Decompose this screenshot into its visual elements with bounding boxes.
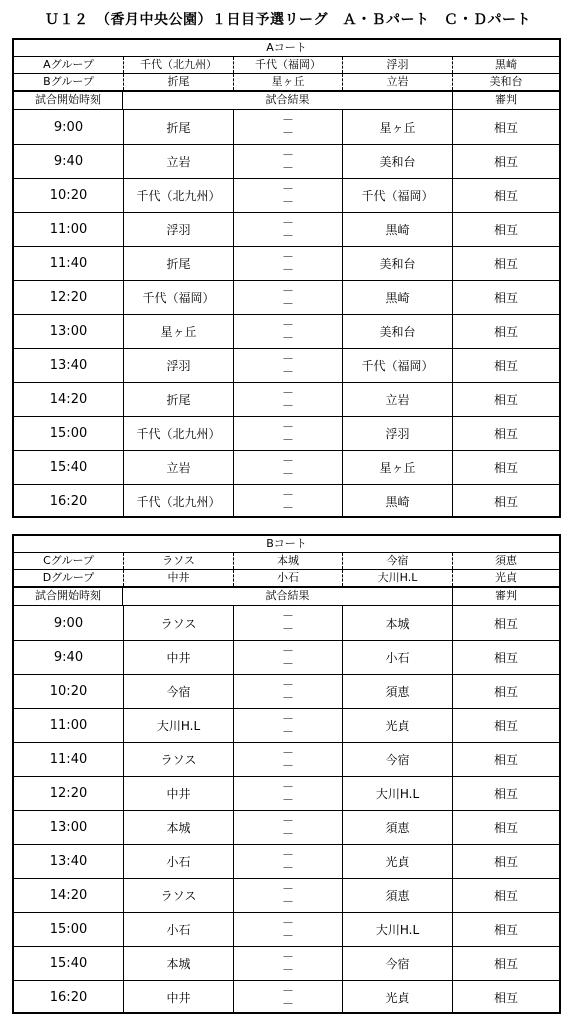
group-team: 星ヶ丘 xyxy=(233,74,342,90)
score-separator: － xyxy=(281,724,294,739)
match-time: 13:00 xyxy=(49,324,88,339)
group-team: 大川H.L xyxy=(342,570,452,586)
score-cell xyxy=(233,777,342,810)
score-separator: － xyxy=(281,113,294,127)
score-separator: － xyxy=(281,487,294,502)
referee: 相互 xyxy=(452,675,559,708)
group-team: 本城 xyxy=(233,553,342,569)
score-cell xyxy=(233,417,342,450)
referee: 相互 xyxy=(452,743,559,776)
away-team: 大川H.L xyxy=(342,777,452,810)
score-separator: － xyxy=(281,317,294,332)
match-list xyxy=(14,606,559,1014)
home-team: 浮羽 xyxy=(123,213,233,246)
away-team: 千代（福岡） xyxy=(342,179,452,212)
header-referee: 審判 xyxy=(452,588,559,605)
match-row xyxy=(14,348,559,382)
score-separator: － xyxy=(281,894,294,909)
away-team: 星ヶ丘 xyxy=(342,451,452,484)
score-separator: － xyxy=(281,792,294,807)
referee: 相互 xyxy=(452,213,559,246)
score-separator: － xyxy=(281,453,294,468)
away-team: 今宿 xyxy=(342,743,452,776)
group-team: ラソス xyxy=(123,553,233,569)
score-separator: － xyxy=(281,915,294,930)
score-separator: － xyxy=(281,881,294,896)
score-cell xyxy=(233,349,342,382)
away-team: 大川H.L xyxy=(342,913,452,946)
score-separator: － xyxy=(281,656,294,671)
home-team: 大川H.L xyxy=(123,709,233,742)
score-separator: － xyxy=(281,643,294,658)
page-title: Ｕ１２ （香月中央公園）１日目予選リーグ Ａ・Ｂパート Ｃ・Ｄパート xyxy=(45,12,531,28)
match-row xyxy=(14,280,559,314)
score-separator: － xyxy=(281,283,294,298)
score-cell xyxy=(233,179,342,212)
match-time: 9:00 xyxy=(53,615,84,631)
away-team: 黒崎 xyxy=(342,213,452,246)
home-team: 小石 xyxy=(123,913,233,946)
group-team: 千代（福岡） xyxy=(233,57,342,73)
referee: 相互 xyxy=(452,777,559,810)
away-team: 黒崎 xyxy=(342,281,452,314)
group-team: 立岩 xyxy=(342,74,452,90)
match-row xyxy=(14,144,559,178)
home-team: 星ヶ丘 xyxy=(123,315,233,348)
match-time: 11:40 xyxy=(49,752,88,767)
group-team: 今宿 xyxy=(342,553,452,569)
referee: 相互 xyxy=(452,811,559,844)
home-team: 折尾 xyxy=(123,110,233,144)
match-row xyxy=(14,110,559,144)
score-separator: － xyxy=(281,745,294,760)
score-separator: － xyxy=(281,249,294,264)
group-label: Bグループ xyxy=(43,75,94,88)
match-time: 16:20 xyxy=(49,990,88,1005)
score-separator: － xyxy=(281,779,294,794)
match-row xyxy=(14,640,559,674)
referee: 相互 xyxy=(452,981,559,1014)
match-time: 15:00 xyxy=(49,426,88,441)
score-cell xyxy=(233,145,342,178)
home-team: 千代（北九州） xyxy=(123,417,233,450)
referee: 相互 xyxy=(452,485,559,518)
match-row xyxy=(14,878,559,912)
score-separator: － xyxy=(281,826,294,841)
score-separator: － xyxy=(281,813,294,828)
match-row xyxy=(14,674,559,708)
column-header-row xyxy=(14,587,559,606)
score-separator: － xyxy=(281,500,294,515)
match-time: 10:20 xyxy=(49,188,88,203)
match-row xyxy=(14,416,559,450)
away-team: 今宿 xyxy=(342,947,452,980)
home-team: 折尾 xyxy=(123,247,233,280)
header-time: 試合開始時刻 xyxy=(14,588,123,605)
match-time: 13:40 xyxy=(49,854,88,869)
score-cell xyxy=(233,281,342,314)
away-team: 立岩 xyxy=(342,383,452,416)
score-separator: － xyxy=(281,622,294,636)
score-cell xyxy=(233,913,342,946)
away-team: 小石 xyxy=(342,641,452,674)
score-separator: － xyxy=(281,364,294,379)
score-cell xyxy=(233,383,342,416)
match-time: 9:00 xyxy=(53,119,84,135)
score-separator: － xyxy=(281,419,294,434)
group-team: 小石 xyxy=(233,570,342,586)
score-cell xyxy=(233,675,342,708)
group-row xyxy=(14,74,559,91)
away-team: 須恵 xyxy=(342,879,452,912)
home-team: 小石 xyxy=(123,845,233,878)
match-row xyxy=(14,912,559,946)
away-team: 光貞 xyxy=(342,981,452,1014)
home-team: 立岩 xyxy=(123,145,233,178)
referee: 相互 xyxy=(452,913,559,946)
away-team: 須恵 xyxy=(342,675,452,708)
score-separator: － xyxy=(281,758,294,773)
home-team: 今宿 xyxy=(123,675,233,708)
score-separator: － xyxy=(281,928,294,943)
match-time: 10:20 xyxy=(49,684,88,699)
score-cell xyxy=(233,451,342,484)
away-team: 須恵 xyxy=(342,811,452,844)
away-team: 美和台 xyxy=(342,315,452,348)
home-team: 千代（福岡） xyxy=(123,281,233,314)
match-time: 13:40 xyxy=(49,358,88,373)
score-separator: － xyxy=(281,711,294,726)
header-time: 試合開始時刻 xyxy=(14,92,123,109)
group-label: Dグループ xyxy=(42,571,95,584)
score-cell xyxy=(233,606,342,640)
referee: 相互 xyxy=(452,606,559,640)
match-time: 11:00 xyxy=(49,222,88,237)
group-row xyxy=(14,57,559,74)
score-separator: － xyxy=(281,330,294,345)
home-team: ラソス xyxy=(123,879,233,912)
match-row xyxy=(14,810,559,844)
home-team: 千代（北九州） xyxy=(123,179,233,212)
match-time: 11:00 xyxy=(49,718,88,733)
score-separator: － xyxy=(281,677,294,692)
score-separator: － xyxy=(281,432,294,447)
score-cell xyxy=(233,845,342,878)
score-separator: － xyxy=(281,962,294,977)
away-team: 黒崎 xyxy=(342,485,452,518)
score-separator: － xyxy=(281,860,294,875)
home-team: 中井 xyxy=(123,641,233,674)
match-time: 15:40 xyxy=(49,956,88,971)
score-cell xyxy=(233,110,342,144)
court-a-schedule xyxy=(12,38,561,518)
match-row xyxy=(14,708,559,742)
referee: 相互 xyxy=(452,145,559,178)
referee: 相互 xyxy=(452,879,559,912)
score-separator: － xyxy=(281,181,294,196)
score-separator: － xyxy=(281,690,294,705)
match-time: 9:40 xyxy=(53,154,84,169)
group-team: 中井 xyxy=(123,570,233,586)
match-row xyxy=(14,606,559,640)
referee: 相互 xyxy=(452,947,559,980)
match-time: 12:20 xyxy=(49,290,88,305)
score-separator: － xyxy=(281,398,294,413)
score-cell xyxy=(233,641,342,674)
referee: 相互 xyxy=(452,315,559,348)
match-time: 15:00 xyxy=(49,922,88,937)
score-cell xyxy=(233,811,342,844)
group-team: 黒崎 xyxy=(452,57,559,73)
home-team: 浮羽 xyxy=(123,349,233,382)
court-b-schedule xyxy=(12,534,561,1014)
match-row xyxy=(14,212,559,246)
score-separator: － xyxy=(281,160,294,175)
referee: 相互 xyxy=(452,110,559,144)
score-separator: － xyxy=(281,228,294,243)
referee: 相互 xyxy=(452,179,559,212)
away-team: 光貞 xyxy=(342,845,452,878)
group-team: 浮羽 xyxy=(342,57,452,73)
home-team: 中井 xyxy=(123,777,233,810)
referee: 相互 xyxy=(452,281,559,314)
score-separator: － xyxy=(281,194,294,209)
group-team: 美和台 xyxy=(452,74,559,90)
group-team: 光貞 xyxy=(452,570,559,586)
group-team: 折尾 xyxy=(123,74,233,90)
score-cell xyxy=(233,247,342,280)
match-list xyxy=(14,110,559,518)
away-team: 星ヶ丘 xyxy=(342,110,452,144)
score-separator: － xyxy=(281,847,294,862)
match-row xyxy=(14,178,559,212)
score-separator: － xyxy=(281,215,294,230)
header-referee: 審判 xyxy=(452,92,559,109)
match-row xyxy=(14,776,559,810)
match-time: 14:20 xyxy=(49,392,88,407)
match-row xyxy=(14,742,559,776)
score-cell xyxy=(233,709,342,742)
referee: 相互 xyxy=(452,417,559,450)
score-cell xyxy=(233,743,342,776)
group-row xyxy=(14,570,559,587)
score-cell xyxy=(233,981,342,1014)
match-row xyxy=(14,946,559,980)
group-team: 千代（北九州） xyxy=(123,57,233,73)
score-separator: － xyxy=(281,147,294,162)
score-cell xyxy=(233,947,342,980)
group-team: 須恵 xyxy=(452,553,559,569)
column-header-row xyxy=(14,91,559,110)
referee: 相互 xyxy=(452,383,559,416)
match-row xyxy=(14,980,559,1014)
match-row xyxy=(14,484,559,518)
home-team: 立岩 xyxy=(123,451,233,484)
home-team: 本城 xyxy=(123,947,233,980)
away-team: 本城 xyxy=(342,606,452,640)
home-team: ラソス xyxy=(123,606,233,640)
home-team: 本城 xyxy=(123,811,233,844)
referee: 相互 xyxy=(452,845,559,878)
away-team: 美和台 xyxy=(342,247,452,280)
match-row xyxy=(14,450,559,484)
away-team: 美和台 xyxy=(342,145,452,178)
home-team: 折尾 xyxy=(123,383,233,416)
match-time: 16:20 xyxy=(49,494,88,509)
score-separator: － xyxy=(281,949,294,964)
score-separator: － xyxy=(281,466,294,481)
score-separator: － xyxy=(281,351,294,366)
home-team: ラソス xyxy=(123,743,233,776)
referee: 相互 xyxy=(452,349,559,382)
referee: 相互 xyxy=(452,451,559,484)
match-time: 15:40 xyxy=(49,460,88,475)
score-separator: － xyxy=(281,996,294,1011)
score-separator: － xyxy=(281,385,294,400)
score-separator: － xyxy=(281,126,294,140)
group-label: Cグループ xyxy=(43,554,94,567)
score-separator: － xyxy=(281,609,294,623)
match-time: 13:00 xyxy=(49,820,88,835)
match-row xyxy=(14,382,559,416)
match-time: 12:20 xyxy=(49,786,88,801)
group-label: Aグループ xyxy=(43,58,94,71)
away-team: 浮羽 xyxy=(342,417,452,450)
score-cell xyxy=(233,485,342,518)
match-row xyxy=(14,246,559,280)
score-separator: － xyxy=(281,983,294,998)
score-cell xyxy=(233,879,342,912)
match-time: 11:40 xyxy=(49,256,88,271)
group-row xyxy=(14,553,559,570)
court-name: Bコート xyxy=(14,536,559,553)
home-team: 中井 xyxy=(123,981,233,1014)
match-row xyxy=(14,844,559,878)
away-team: 光貞 xyxy=(342,709,452,742)
match-row xyxy=(14,314,559,348)
score-separator: － xyxy=(281,262,294,277)
header-result: 試合結果 xyxy=(265,93,310,106)
home-team: 千代（北九州） xyxy=(123,485,233,518)
referee: 相互 xyxy=(452,709,559,742)
away-team: 千代（福岡） xyxy=(342,349,452,382)
match-time: 14:20 xyxy=(49,888,88,903)
score-cell xyxy=(233,315,342,348)
score-cell xyxy=(233,213,342,246)
match-time: 9:40 xyxy=(53,650,84,665)
referee: 相互 xyxy=(452,247,559,280)
score-separator: － xyxy=(281,296,294,311)
referee: 相互 xyxy=(452,641,559,674)
header-result: 試合結果 xyxy=(265,589,310,602)
court-name: Aコート xyxy=(14,40,559,57)
